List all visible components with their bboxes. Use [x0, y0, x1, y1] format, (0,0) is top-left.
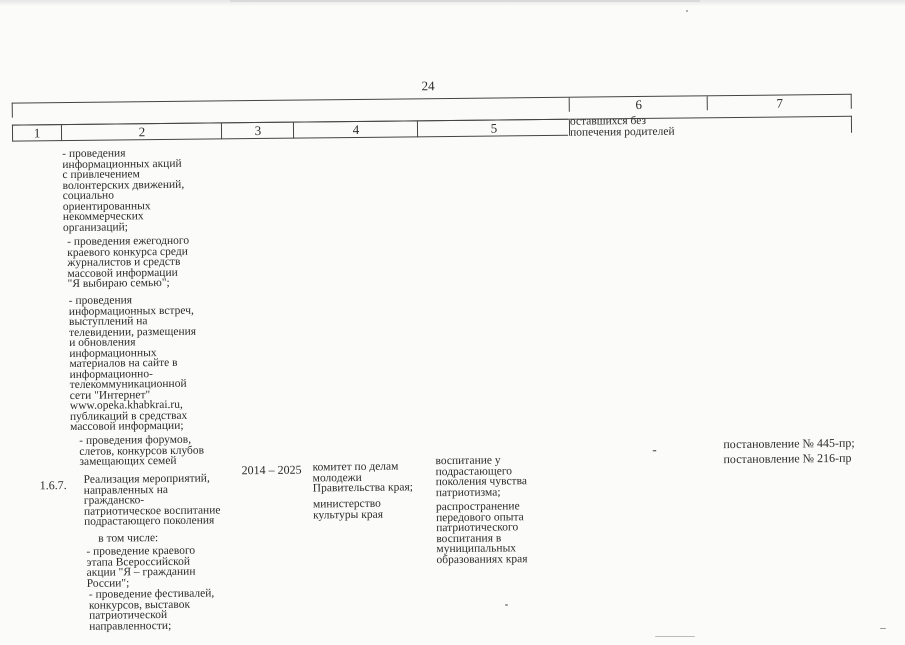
executor-youth-committee: комитет по делам молодежи Правительства края;: [312, 460, 413, 495]
header-col-6: 6: [569, 96, 708, 111]
page-number: 24: [421, 78, 435, 94]
header-row-right: [12, 94, 852, 118]
col6-carryover-text: оставшихся без попечения родителей: [569, 114, 675, 139]
document-ref-216: постановление № 216-пр: [723, 450, 852, 467]
header-col-7: 7: [707, 95, 852, 111]
scan-speck: [686, 10, 688, 12]
header-col-5: 5: [417, 120, 570, 138]
scan-speck: [655, 636, 695, 637]
header-col-3: 3: [221, 123, 294, 140]
result-patriotism: воспитание у подрастающего поколения чувства патриотизма;: [435, 454, 527, 499]
item-including: в том числе:: [98, 532, 159, 545]
item-number: 1.6.7.: [39, 478, 67, 493]
item-period: 2014 – 2025: [241, 462, 302, 478]
result-experience-spread: распространение передового опыта патриотического воспитания в муниципальных образованиях края: [435, 500, 528, 566]
executor-culture-ministry: министерство культуры края: [312, 497, 384, 521]
col6-dash: -: [652, 441, 657, 457]
scan-speck: [880, 628, 886, 629]
sub-bullet-festivals: - проведение фестивалей, конкурсов, выставок патриотической направленности;: [88, 587, 215, 633]
bullet-journalist-contest: - проведения ежегодного краевого конкурса среди журналистов и средств массовой информации "Я выбираю семью";: [67, 234, 190, 291]
header-col-4: 4: [293, 121, 418, 138]
sub-bullet-citizen-action: - проведение краевого этапа Всероссийской акции "Я – гражданин России";: [86, 544, 196, 590]
bullet-info-actions: - проведения информационных акций с привлечением волонтерских движений, социально ориентированных некоммерческих организаций;: [62, 147, 185, 234]
header-col-2: 2: [61, 123, 222, 141]
column-header-table: [12, 94, 850, 143]
document-ref-445: постановление № 445-пр;: [723, 435, 855, 452]
bullet-info-meetings: - проведения информационных встреч, выступлений на телевидении, размещения и обновления информационных материалов на сайте в информационно- телекоммуникационной сети "Интернет" www.opeka.khabkrai.ru, публикаций в средствах массовой информации;: [68, 294, 197, 433]
header-col-1: 1: [33, 125, 41, 141]
scan-speck: [505, 604, 508, 606]
item-title: Реализация мероприятий, направленных на гражданско- патриотическое воспитание подрастающего поколения: [83, 472, 221, 528]
bullet-forums: - проведения форумов, слетов, конкурсов клубов замещающих семей: [79, 433, 205, 468]
